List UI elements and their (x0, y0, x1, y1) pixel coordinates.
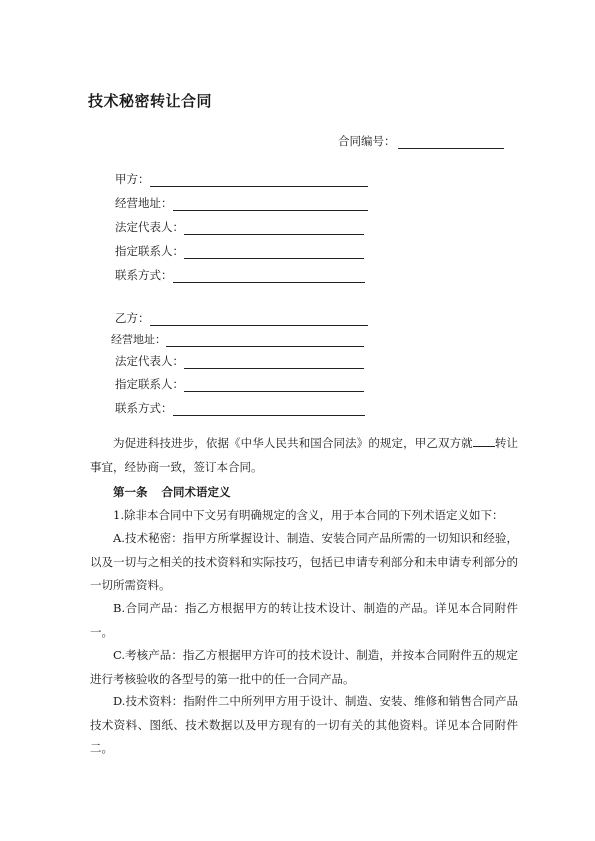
party-a-contact-person-field (115, 243, 364, 259)
party-a-contact-person-label: 指定联系人： (115, 244, 184, 258)
article-1-number: 第一条 (113, 485, 148, 499)
party-b-address-label: 经营地址： (111, 333, 166, 346)
party-b-address-field (111, 331, 364, 347)
definition-c: C.考核产品：指乙方根据甲方许可的技术设计、制造，并按本合同附件五的规定进行考核验收的各型号的第一批中的任一合同产品。 (90, 648, 518, 686)
party-b-contact-person-label: 指定联系人： (115, 377, 184, 391)
party-b-contact-method-blank[interactable] (173, 403, 365, 416)
party-b-contact-method-field (115, 400, 365, 416)
party-a-address-field (115, 195, 368, 211)
party-b-name-label: 乙方： (115, 311, 150, 325)
party-b-contact-person-blank[interactable] (184, 379, 364, 392)
definition-a: A.技术秘密：指甲方所掌握设计、制造、安装合同产品所需的一切知识和经验，以及一切与之相关的技术资料和实际技巧，包括已申请专利部分和未申请专利部分的一切所需资料。 (90, 531, 518, 592)
contract-number-label: 合同编号： (338, 134, 396, 148)
preamble-text-1: 为促进科技进步，依据《中华人民共和国合同法》的规定，甲乙双方就 (113, 436, 473, 450)
definition-b: B.合同产品：指乙方根据甲方的转让技术设计、制造的产品。详见本合同附件一。 (90, 601, 518, 639)
party-a-name-label: 甲方： (115, 172, 150, 186)
definition-d: D.技术资料：指附件二中所列甲方用于设计、制造、安装、维修和销售合同产品技术资料、图纸、技术数据以及甲方现有的一切有关的其他资料。详见本合同附件二。 (90, 694, 518, 755)
party-b-legal-rep-blank[interactable] (184, 356, 364, 369)
party-a-legal-rep-field (115, 219, 364, 235)
preamble-paragraph (90, 432, 518, 479)
party-a-contact-method-label: 联系方式： (115, 268, 173, 282)
party-a-legal-rep-blank[interactable] (184, 222, 364, 235)
party-a-name-blank[interactable] (150, 174, 368, 187)
subject-blank[interactable] (473, 435, 495, 447)
article-1-title: 合同术语定义 (161, 485, 231, 499)
party-b-address-blank[interactable] (166, 334, 364, 347)
party-b-contact-method-label: 联系方式： (115, 401, 173, 415)
party-b-legal-rep-field (115, 353, 364, 369)
contract-number-blank[interactable] (398, 136, 504, 149)
party-a-contact-person-blank[interactable] (184, 246, 364, 259)
preamble-text-2: 转让事宜，经协商一致，签订本合同。 (90, 436, 519, 474)
party-a-contact-method-field (115, 267, 365, 283)
party-a-address-label: 经营地址： (115, 196, 173, 210)
article-1-heading (113, 484, 231, 500)
party-a-contact-method-blank[interactable] (173, 270, 365, 283)
party-b-legal-rep-label: 法定代表人： (115, 354, 184, 368)
party-b-name-blank[interactable] (150, 313, 368, 326)
party-a-legal-rep-label: 法定代表人： (115, 220, 184, 234)
clause-1: 1.除非本合同中下文另有明确规定的含义，用于本合同的下列术语定义如下： (113, 508, 504, 522)
party-b-contact-person-field (115, 376, 364, 392)
document-title: 技术秘密转让合同 (88, 92, 213, 110)
contract-number-field (338, 133, 504, 149)
party-b-name-field (115, 310, 368, 326)
party-a-address-blank[interactable] (173, 198, 368, 211)
party-a-name-field (115, 171, 368, 187)
